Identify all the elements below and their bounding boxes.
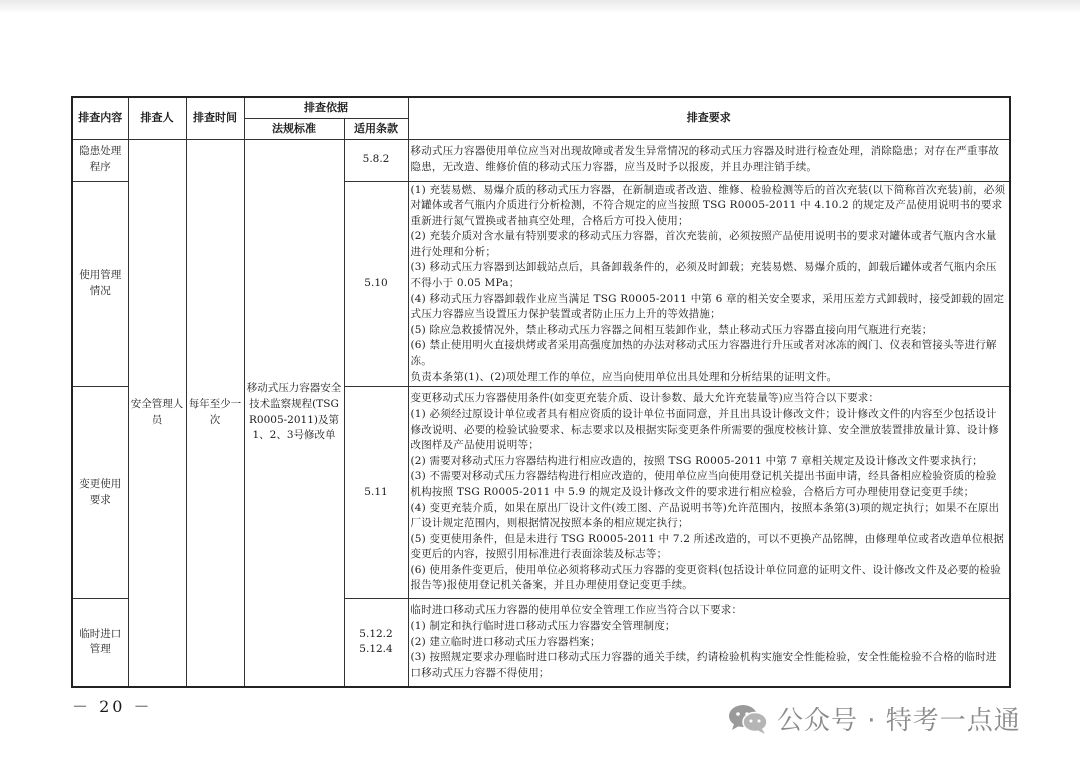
row-clause: 5.12.2 5.12.4	[344, 599, 408, 687]
row-requirement	[408, 599, 1010, 687]
row-item: 隐患处理程序	[72, 139, 128, 181]
requirement-line: (1) 制定和执行临时进口移动式压力容器安全管理制度；	[410, 620, 676, 633]
shared-person: 安全管理人员	[128, 139, 186, 687]
requirement-line: (1) 充装易燃、易爆介质的移动式压力容器，在新制造或者改造、维修、检验检测等后的首次充装(以下简称首次充装)前，必须对罐体或者气瓶内介质进行分析检测，不符合规定的应当按照 TSG R0005-2011 中 4.10.2 的规定及产品使用说明书的要求重新进行氮气置换或者抽真空处理，合格后方可投入使用；	[410, 183, 1006, 227]
header-requirement: 排查要求	[408, 97, 1010, 139]
requirement-line: 临时进口移动式压力容器的使用单位安全管理工作应当符合以下要求：	[410, 604, 743, 617]
requirement-line: (5) 变更使用条件，但是未进行 TSG R0005-2011 中 7.2 所述改造的，可以不更换产品铭牌，由修理单位或者改造单位根据变更后的内容，按照引用标准进行表面涂装及标志等；	[410, 532, 1004, 561]
header-basis: 排查依据	[244, 97, 408, 118]
requirement-line: 变更移动式压力容器使用条件(如变更充装介质、设计参数、最大允许充装量等)应当符合以下要求：	[410, 392, 880, 405]
row-requirement	[408, 387, 1010, 599]
row-requirement	[408, 139, 1010, 181]
row-requirement	[408, 181, 1010, 387]
row-item: 使用管理情况	[72, 181, 128, 387]
header-regulation: 法规标准	[244, 118, 344, 139]
wechat-icon	[727, 703, 769, 735]
requirement-line: 移动式压力容器使用单位应当对出现故障或者发生异常情况的移动式压力容器及时进行检查处理，消除隐患；对存在严重事故隐患，无改造、维修价值的移动式压力容器，应当及时予以报废，并且办理注销手续。	[410, 145, 999, 173]
row-item: 变更使用要求	[72, 387, 128, 599]
watermark	[727, 700, 1021, 737]
page-number: － 20 －	[72, 697, 153, 716]
shared-regulation: 移动式压力容器安全技术监察规程(TSG R0005-2011)及第1、2、3号修改单	[244, 139, 344, 687]
row-clause: 5.8.2	[344, 139, 408, 181]
shared-time: 每年至少一次	[186, 139, 244, 687]
requirement-line: (6) 使用条件变更后，使用单位必须将移动式压力容器的变更资料(包括设计单位同意的证明文件、设计修改文件及必要的检验报告等)报使用登记机关备案，并且办理使用登记变更手续。	[410, 563, 1001, 592]
row-item: 临时进口管理	[72, 599, 128, 687]
requirement-line: (2) 充装介质对含水量有特别要求的移动式压力容器，首次充装前，必须按照产品使用说明书的要求对罐体或者气瓶内含水量进行处理和分析；	[410, 230, 997, 258]
header-item: 排查内容	[72, 97, 128, 139]
page-top-shade	[0, 0, 1080, 14]
header-time: 排查时间	[186, 97, 244, 139]
row-clause: 5.11	[344, 387, 408, 599]
requirement-line: 负责本条第(1)、(2)项处理工作的单位，应当向使用单位出具处理和分析结果的证明文件。	[410, 370, 838, 383]
requirement-line: (3) 不需要对移动式压力容器结构进行相应改造的，使用单位应当向使用登记机关提出书面申请，经具备相应检验资质的检验机构按照 TSG R0005-2011 中 5.9 的规定及设计修改文件的要求进行相应检验，合格后方可办理使用登记变更手续；	[410, 470, 997, 498]
requirement-line: (6) 禁止使用明火直接烘烤或者采用高强度加热的办法对移动式压力容器进行升压或者对冰冻的阀门、仪表和管接头等进行解冻。	[410, 339, 997, 368]
requirement-line: (5) 除应急救援情况外，禁止移动式压力容器之间相互装卸作业，禁止移动式压力容器直接向用气瓶进行充装；	[410, 323, 933, 336]
requirement-line: (4) 移动式压力容器卸载作业应当满足 TSG R0005-2011 中第 6 章的相关安全要求，采用压差方式卸载时，接受卸载的固定式压力容器应当设置压力保护装置或者防止压力上升的等效措施；	[410, 292, 1005, 321]
header-person: 排查人	[128, 97, 186, 139]
requirement-line: (3) 移动式压力容器到达卸载站点后，具备卸载条件的，必须及时卸载；充装易燃、易爆介质的，卸载后罐体或者气瓶内余压不得小于 0.05 MPa；	[410, 261, 997, 290]
requirement-line: (4) 变更充装介质，如果在原出厂设计文件(竣工图、产品说明书等)允许范围内，按照本条第(3)项的规定执行；如果不在原出厂设计规定范围内，则根据情况按照本条的相应规定执行；	[410, 501, 1000, 530]
header-clause: 适用条款	[344, 118, 408, 139]
watermark-text: 公众号 · 特考一点通	[777, 706, 1021, 736]
requirement-line: (2) 建立临时进口移动式压力容器档案；	[410, 635, 601, 648]
inspection-table	[71, 96, 1011, 688]
requirement-line: (2) 需要对移动式压力容器结构进行相应改造的，按照 TSG R0005-2011 中第 7 章相关规定及设计修改文件要求执行；	[410, 454, 983, 467]
requirement-line: (3) 按照规定要求办理临时进口移动式压力容器的通关手续，约请检验机构实施安全性能检验，安全性能检验不合格的临时进口移动式压力容器不得使用；	[410, 651, 997, 679]
row-clause: 5.10	[344, 181, 408, 387]
requirement-line: (1) 必须经过原设计单位或者具有相应资质的设计单位书面同意，并且出具设计修改文件；设计修改文件的内容至少包括设计修改说明、必要的检验试验要求、标志要求以及根据实际变更条件所需要的强度校核计算、安全泄放装置排放量计算、设计修改图样及产品使用说明等；	[410, 407, 999, 452]
